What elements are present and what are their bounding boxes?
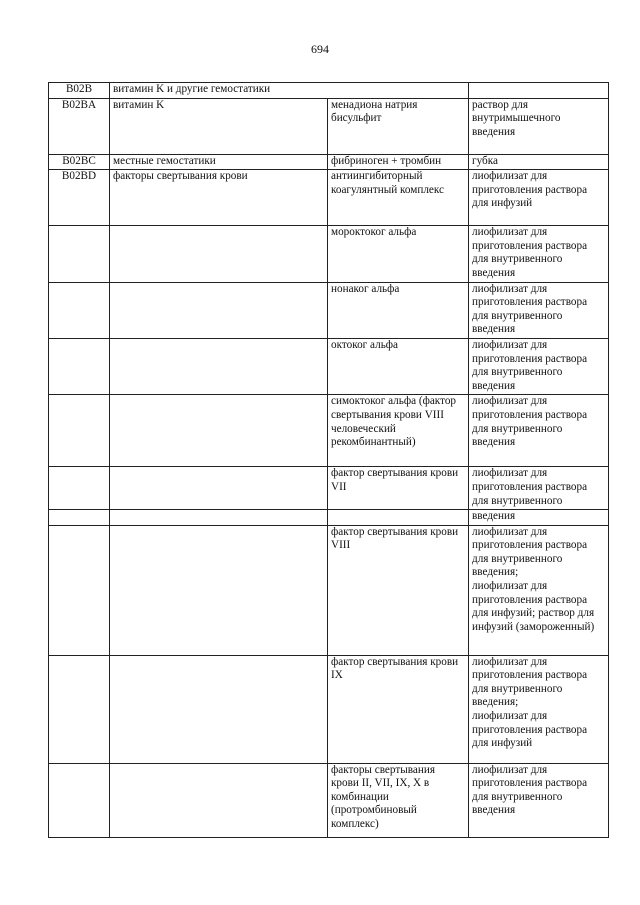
- atc-code-cell: [49, 763, 110, 837]
- table-row: [49, 510, 609, 526]
- table-row: [49, 467, 609, 510]
- table-row: [49, 83, 609, 99]
- substance-cell: симоктоког альфа (фактор свертывания крови VIII человеческий рекомбинантный): [328, 395, 469, 467]
- group-name-cell: местные гемостатики: [110, 154, 328, 170]
- atc-code-cell: B02BA: [49, 98, 110, 154]
- dosage-form-cell: лиофилизат для приготовления раствора для внутривенного введения: [469, 282, 609, 338]
- atc-code-cell: [49, 525, 110, 655]
- table-row: [49, 226, 609, 282]
- atc-code-cell: [49, 282, 110, 338]
- substance-cell: фактор свертывания крови VIII: [328, 525, 469, 655]
- table-row: [49, 525, 609, 655]
- atc-code-cell: [49, 395, 110, 467]
- group-name-cell: [110, 510, 328, 526]
- group-name-cell: [110, 525, 328, 655]
- dosage-form-cell: лиофилизат для приготовления раствора для внутривенного введения: [469, 763, 609, 837]
- dosage-form-cell: лиофилизат для приготовления раствора для внутривенного введения: [469, 395, 609, 467]
- dosage-form-cell: губка: [469, 154, 609, 170]
- atc-code-cell: [49, 338, 110, 394]
- dosage-form-cell: лиофилизат для приготовления раствора для внутривенного введения: [469, 226, 609, 282]
- group-name-cell: [110, 282, 328, 338]
- atc-code-cell: [49, 467, 110, 510]
- group-name-cell: [110, 338, 328, 394]
- dosage-form-cell: лиофилизат для приготовления раствора для внутривенного введения; лиофилизат для приготовления раствора для инфузий; раствор для инфузий (замороженный): [469, 525, 609, 655]
- atc-code-cell: B02BD: [49, 170, 110, 226]
- table-row: [49, 282, 609, 338]
- page-number: 694: [311, 42, 329, 56]
- substance-cell: октоког альфа: [328, 338, 469, 394]
- dosage-form-cell: раствор для внутримышечного введения: [469, 98, 609, 154]
- substance-cell: фактор свертывания крови IX: [328, 655, 469, 763]
- group-name-cell: [110, 655, 328, 763]
- atc-code-cell: [49, 226, 110, 282]
- substance-cell: факторы свертывания крови II, VII, IX, X в комбинации (протромбиновый комплекс): [328, 763, 469, 837]
- group-name-cell: [110, 467, 328, 510]
- table-row: [49, 338, 609, 394]
- dosage-form-cell: лиофилизат для приготовления раствора для внутривенного введения; лиофилизат для приготовления раствора для инфузий: [469, 655, 609, 763]
- table-row: [49, 154, 609, 170]
- group-name-cell: витамин K: [110, 98, 328, 154]
- group-name-cell: [110, 226, 328, 282]
- dosage-form-cell: лиофилизат для приготовления раствора для внутривенного введения: [469, 338, 609, 394]
- drug-table: [48, 82, 609, 838]
- group-name-cell: [110, 763, 328, 837]
- dosage-form-cell: лиофилизат для приготовления раствора для инфузий: [469, 170, 609, 226]
- substance-cell: антиингибиторный коагулянтный комплекс: [328, 170, 469, 226]
- substance-cell: нонаког альфа: [328, 282, 469, 338]
- substance-cell: мороктоког альфа: [328, 226, 469, 282]
- table-row: [49, 763, 609, 837]
- table-row: [49, 98, 609, 154]
- substance-cell: фактор свертывания крови VII: [328, 467, 469, 510]
- substance-cell: фибриноген + тромбин: [328, 154, 469, 170]
- dosage-form-cell: [469, 83, 609, 99]
- table-row: [49, 655, 609, 763]
- atc-code-cell: [49, 510, 110, 526]
- atc-code-cell: [49, 655, 110, 763]
- table-body: [49, 83, 609, 838]
- group-name-cell: [110, 395, 328, 467]
- substance-cell: [328, 510, 469, 526]
- dosage-form-cell: введения: [469, 510, 609, 526]
- atc-code-cell: B02BC: [49, 154, 110, 170]
- substance-cell: менадиона натрия бисульфит: [328, 98, 469, 154]
- table-row: [49, 170, 609, 226]
- atc-code-cell: B02B: [49, 83, 110, 99]
- table-row: [49, 395, 609, 467]
- group-name-cell: витамин K и другие гемостатики: [110, 83, 469, 99]
- dosage-form-cell: лиофилизат для приготовления раствора для внутривенного: [469, 467, 609, 510]
- group-name-cell: факторы свертывания крови: [110, 170, 328, 226]
